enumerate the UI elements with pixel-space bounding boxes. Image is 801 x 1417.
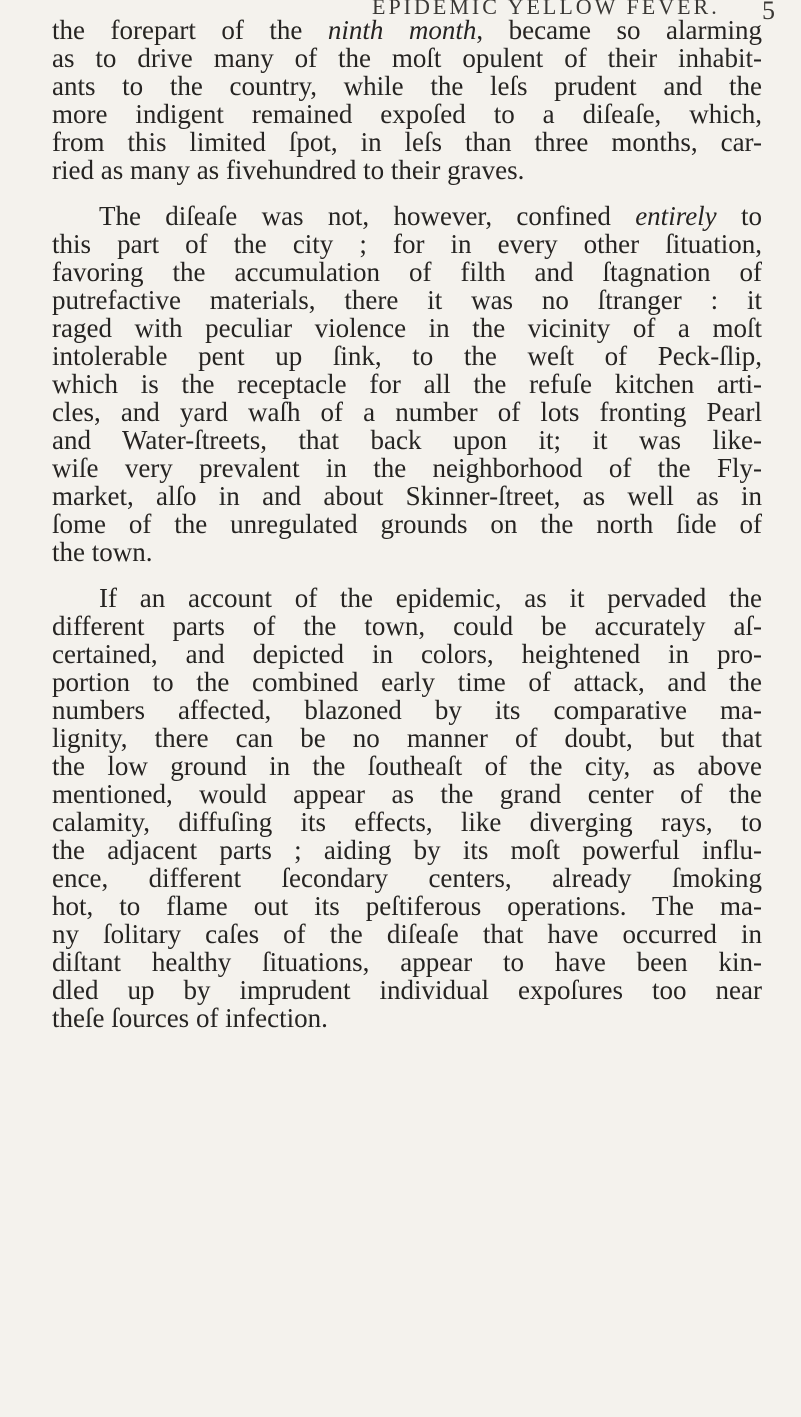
text-segment: certained, and depicted in colors, heightened in pro- xyxy=(52,639,762,669)
text-line xyxy=(52,342,762,370)
text-segment: raged with peculiar violence in the vicinity of a moſt xyxy=(52,313,762,343)
text-line xyxy=(52,696,762,724)
text-segment: intolerable pent up ſink, to the weſt of Peck-ſlip, xyxy=(52,341,762,371)
text-line xyxy=(52,808,762,836)
text-line xyxy=(52,202,762,230)
text-line xyxy=(52,510,762,538)
text-line xyxy=(52,16,762,44)
text-segment: mentioned, would appear as the grand center of the xyxy=(52,779,762,809)
text-line xyxy=(52,156,762,184)
text-segment: ried as many as fivehundred to their graves. xyxy=(52,155,525,185)
italic-text: ninth month xyxy=(327,15,477,45)
text-segment: ſome of the unregulated grounds on the north ſide of xyxy=(52,509,762,539)
italic-text: entirely xyxy=(635,201,717,231)
text-line xyxy=(52,892,762,920)
paragraph xyxy=(52,16,762,184)
text-segment: as to drive many of the moſt opulent of their inhabit- xyxy=(52,43,762,73)
text-segment: wiſe very prevalent in the neighborhood of the Fly- xyxy=(52,453,762,483)
text-line xyxy=(52,230,762,258)
text-line xyxy=(52,426,762,454)
text-segment: this part of the city ; for in every other ſituation, xyxy=(52,229,762,259)
text-line xyxy=(52,128,762,156)
text-line xyxy=(52,1004,762,1032)
text-segment: to xyxy=(716,201,762,231)
text-line xyxy=(52,640,762,668)
text-segment: portion to the combined early time of attack, and the xyxy=(52,667,762,697)
paragraph-gap xyxy=(52,184,762,202)
text-segment: different parts of the town, could be accurately aſ- xyxy=(52,611,762,641)
text-line xyxy=(52,864,762,892)
paragraph-gap xyxy=(52,566,762,584)
text-segment: the town. xyxy=(52,537,153,567)
text-line xyxy=(52,100,762,128)
text-segment: putrefactive materials, there it was no ſtranger : it xyxy=(52,285,762,315)
text-line xyxy=(52,920,762,948)
running-head-title: EPIDEMIC YELLOW FEVER. xyxy=(372,0,720,19)
text-line xyxy=(52,258,762,286)
text-line xyxy=(52,836,762,864)
text-line xyxy=(52,612,762,640)
paragraph xyxy=(52,202,762,566)
text-segment: numbers affected, blazoned by its comparative ma- xyxy=(52,695,762,725)
text-line xyxy=(52,976,762,1004)
text-segment: the forepart of the xyxy=(52,15,328,45)
text-segment: The diſeaſe was not, however, confined xyxy=(99,201,636,231)
text-segment: more indigent remained expoſed to a diſeaſe, which, xyxy=(52,99,762,129)
text-segment: ants to the country, while the leſs prudent and the xyxy=(52,71,762,101)
text-line xyxy=(52,72,762,100)
text-segment: dled up by imprudent individual expoſures too near xyxy=(52,975,762,1005)
text-segment: the low ground in the ſoutheaſt of the city, as above xyxy=(52,751,762,781)
body-text xyxy=(52,16,762,1032)
text-segment: favoring the accumulation of filth and ſtagnation of xyxy=(52,257,762,287)
text-line xyxy=(52,752,762,780)
text-segment: hot, to flame out its peſtiferous operations. The ma- xyxy=(52,891,762,921)
text-line xyxy=(52,668,762,696)
text-line xyxy=(52,398,762,426)
text-line xyxy=(52,44,762,72)
text-segment: If an account of the epidemic, as it pervaded the xyxy=(99,583,762,613)
paragraph xyxy=(52,584,762,1032)
text-segment: and Water-ſtreets, that back upon it; it was like- xyxy=(52,425,762,455)
text-line xyxy=(52,482,762,510)
text-line xyxy=(52,724,762,752)
text-segment: ny ſolitary caſes of the diſeaſe that have occurred in xyxy=(52,919,762,949)
text-segment: diſtant healthy ſituations, appear to have been kin- xyxy=(52,947,762,977)
text-line xyxy=(52,584,762,612)
text-segment: the adjacent parts ; aiding by its moſt powerful influ- xyxy=(52,835,762,865)
text-line xyxy=(52,948,762,976)
text-line xyxy=(52,314,762,342)
text-line xyxy=(52,286,762,314)
text-segment: ence, different ſecondary centers, already ſmoking xyxy=(52,863,762,893)
text-segment: market, alſo in and about Skinner-ſtreet, as well as in xyxy=(52,481,762,511)
text-segment: theſe ſources of infection. xyxy=(52,1003,328,1033)
page-number: 5 xyxy=(762,0,775,25)
text-segment: from this limited ſpot, in leſs than three months, car- xyxy=(52,127,762,157)
text-segment: lignity, there can be no manner of doubt, but that xyxy=(52,723,762,753)
text-line xyxy=(52,538,762,566)
text-segment: calamity, diffuſing its effects, like diverging rays, to xyxy=(52,807,762,837)
text-segment: which is the receptacle for all the refuſe kitchen arti- xyxy=(52,369,762,399)
text-line xyxy=(52,370,762,398)
text-line xyxy=(52,454,762,482)
text-segment: cles, and yard waſh of a number of lots fronting Pearl xyxy=(52,397,762,427)
text-line xyxy=(52,780,762,808)
text-segment: , became so alarming xyxy=(476,15,762,45)
